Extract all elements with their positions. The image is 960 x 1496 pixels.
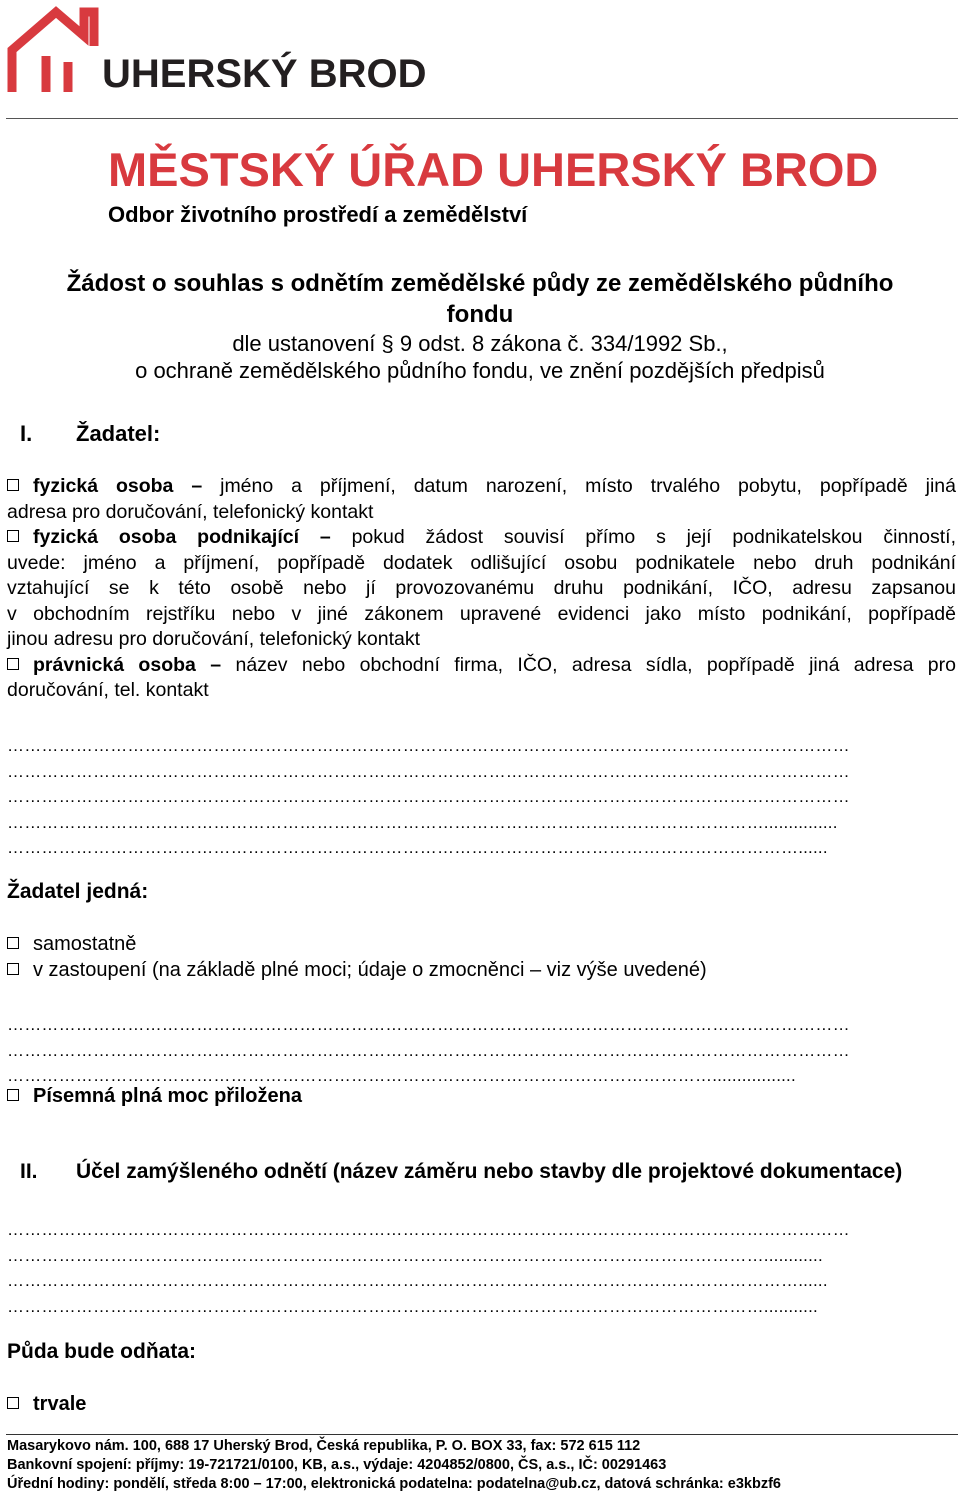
permanent-checkbox[interactable]: [7, 1397, 19, 1409]
fill-line: ……………………………………………………………………………………………………………………............: [7, 1245, 823, 1265]
footer-address: Masarykovo nám. 100, 688 17 Uherský Brod, Česká republika, P. O. BOX 33, fax: 572 615 112: [7, 1438, 641, 1454]
applicant-type-options: [7, 474, 956, 704]
fill-line: ……………………………………………………………………………………………………………………...........: [7, 1296, 818, 1316]
represented-label: v zastoupení (na základě plné moci; údaje o zmocněnci – viz výše uvedené): [33, 959, 707, 981]
option-independently: [7, 931, 136, 957]
section-1-number: I.: [20, 421, 33, 446]
option-natural-person: [7, 474, 956, 500]
option-permanent: [7, 1391, 86, 1417]
document-title-line1: Žádost o souhlas s odnětím zemědělské půdy ze zemědělského půdního: [66, 270, 894, 297]
permanent-label: trvale: [33, 1393, 87, 1415]
header-divider: [6, 118, 958, 119]
fill-line: …………………………………………………………………………………………………………………………......: [7, 1271, 828, 1290]
legal-entity-checkbox[interactable]: [7, 658, 19, 670]
section-2-title: Účel zamýšleného odnětí (název záměru nebo stavby dle projektové dokumentace): [76, 1160, 903, 1183]
natural-person-desc-2: adresa pro doručování, telefonický kontakt: [7, 500, 374, 523]
option-legal-entity: [7, 653, 956, 679]
purpose-field[interactable]: [7, 1217, 957, 1319]
natural-person-checkbox[interactable]: [7, 479, 19, 491]
natural-person-label: fyzická osoba –: [33, 475, 203, 497]
house-logo-icon: [6, 6, 100, 96]
footer-divider: [6, 1434, 958, 1435]
fill-line: …………………………………………………………………………………………………………………………………: [7, 1015, 850, 1034]
legal-entity-label: právnická osoba –: [33, 653, 222, 676]
fill-line: …………………………………………………………………………………………………………………………......: [7, 838, 828, 857]
entrepreneur-desc-4: v obchodním rejstříku nebo v jiné zákonem upravené evidenci jako místo podnikání, popřípadě: [7, 602, 956, 625]
legal-entity-desc-1: název nebo obchodní firma, IČO, adresa sídla, popřípadě jiná adresa pro: [235, 653, 956, 676]
applicant-acts-label: Žadatel jedná:: [7, 880, 149, 903]
entrepreneur-desc-1: pokud žádost souvisí přímo s její podnikatelskou činností,: [351, 526, 956, 548]
fill-line: …………………………………………………………………………………………………………………………………: [7, 761, 850, 781]
fill-line: …………………………………………………………………………………………………………….................: [7, 1066, 796, 1085]
fill-line: …………………………………………………………………………………………………………………………………: [7, 1220, 850, 1239]
fill-line: …………………………………………………………………………………………………………………………………: [7, 787, 850, 806]
entrepreneur-checkbox[interactable]: [7, 530, 19, 542]
fill-line: …………………………………………………………………………………………………………………………………: [7, 736, 850, 755]
independently-checkbox[interactable]: [7, 937, 19, 949]
section-1-title: Žadatel:: [76, 421, 161, 446]
power-of-attorney-checkbox[interactable]: [7, 1089, 19, 1101]
office-title: MĚSTSKÝ ÚŘAD UHERSKÝ BROD: [108, 143, 879, 196]
legal-entity-desc-2: doručování, tel. kontakt: [7, 679, 209, 701]
option-power-of-attorney: [7, 1083, 302, 1109]
legal-basis-line1: dle ustanovení § 9 odst. 8 zákona č. 334/1992 Sb.,: [232, 331, 728, 356]
represented-checkbox[interactable]: [7, 963, 19, 975]
soil-removal-label: Půda bude odňata:: [7, 1340, 196, 1363]
document-title-line2: fondu: [446, 301, 514, 328]
option-entrepreneur: [7, 525, 956, 551]
option-represented: [7, 957, 707, 983]
entrepreneur-label: fyzická osoba podnikající –: [33, 526, 331, 548]
power-of-attorney-label: Písemná plná moc přiložena: [33, 1085, 302, 1107]
entrepreneur-desc-2: uvede: jméno a příjmení, popřípadě dodatek odlišující osobu podnikatele nebo druh podnikání: [7, 551, 956, 574]
department-name: Odbor životního prostředí a zemědělství: [108, 202, 528, 227]
logo-text: UHERSKÝ BROD: [102, 52, 427, 96]
entrepreneur-desc-5: jinou adresu pro doručování, telefonický kontakt: [7, 628, 420, 650]
section-2-number: II.: [20, 1160, 38, 1183]
footer-bank: Bankovní spojení: příjmy: 19-721721/0100, KB, a.s., výdaje: 4204852/0800, ČS, a.s., IČ: 00291463: [7, 1457, 667, 1473]
fill-line: ……………………………………………………………………………………………………………………...............: [7, 812, 838, 832]
applicant-details-field[interactable]: [7, 733, 957, 861]
legal-basis-line2: o ochraně zemědělského půdního fondu, ve znění pozdějších předpisů: [135, 358, 825, 383]
footer-hours: Úřední hodiny: pondělí, středa 8:00 – 17:00, elektronická podatelna: podatelna@ub.cz, datová schránka: e3kbzf6: [7, 1476, 781, 1492]
entrepreneur-desc-3: vztahující se k této osobě nebo jí provozovanému druhu podnikání, IČO, adresu zapsanou: [7, 577, 956, 599]
representative-details-field[interactable]: [7, 1012, 957, 1089]
independently-label: samostatně: [33, 933, 137, 955]
fill-line: …………………………………………………………………………………………………………………………………: [7, 1040, 850, 1060]
natural-person-desc-1: jméno a příjmení, datum narození, místo trvalého pobytu, popřípadě jiná: [220, 475, 956, 497]
